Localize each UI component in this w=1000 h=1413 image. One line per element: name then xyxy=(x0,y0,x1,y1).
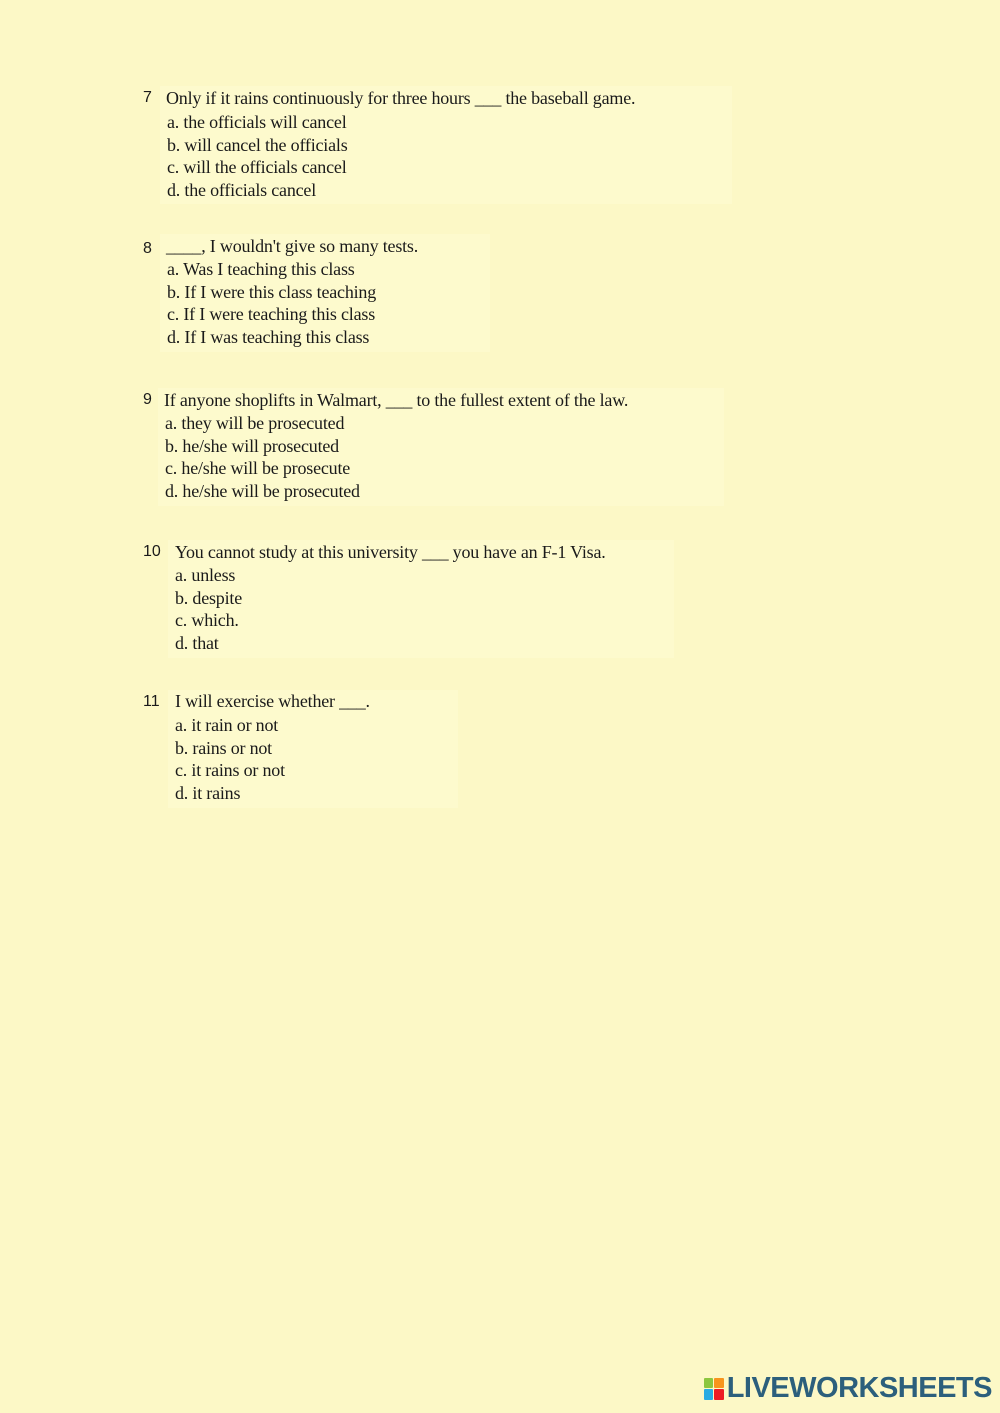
question-stem: Only if it rains continuously for three hours ___ the baseball game. xyxy=(166,88,636,108)
options-list xyxy=(175,564,242,655)
logo-text: LIVEWORKSHEETS xyxy=(726,1372,992,1404)
option-b[interactable]: b. rains or not xyxy=(175,737,272,758)
option-b[interactable]: b. despite xyxy=(175,587,242,608)
option-d[interactable]: d. that xyxy=(175,633,219,654)
option-d[interactable]: d. it rains xyxy=(175,783,241,804)
option-b[interactable]: b. he/she will prosecuted xyxy=(165,435,339,456)
question-number: 9 xyxy=(143,391,152,408)
logo-mark-icon xyxy=(704,1378,724,1400)
question-number: 7 xyxy=(143,89,152,106)
option-a[interactable]: a. Was I teaching this class xyxy=(167,259,355,279)
question-number: 8 xyxy=(143,240,152,257)
option-c[interactable]: c. which. xyxy=(175,610,239,631)
option-c[interactable]: c. it rains or not xyxy=(175,760,285,781)
option-d[interactable]: d. If I was teaching this class xyxy=(167,327,370,348)
options-list xyxy=(165,412,360,503)
question-stem: You cannot study at this university ___ you have an F-1 Visa. xyxy=(175,542,606,562)
logo-square-green xyxy=(704,1378,714,1389)
option-a[interactable]: a. it rain or not xyxy=(175,715,279,735)
option-a[interactable]: a. they will be prosecuted xyxy=(165,413,345,433)
options-list xyxy=(175,714,285,805)
option-d[interactable]: d. the officials cancel xyxy=(167,180,316,201)
logo-square-red xyxy=(714,1389,724,1400)
options-list xyxy=(167,258,376,349)
option-a[interactable]: a. unless xyxy=(175,565,236,585)
option-c[interactable]: c. he/she will be prosecute xyxy=(165,458,351,479)
question-number: 11 xyxy=(143,693,160,710)
option-b[interactable]: b. will cancel the officials xyxy=(167,134,348,155)
question-stem: ____, I wouldn't give so many tests. xyxy=(166,236,419,256)
liveworksheets-logo xyxy=(704,1372,992,1405)
options-list xyxy=(167,111,348,202)
option-a[interactable]: a. the officials will cancel xyxy=(167,112,347,132)
question-stem: If anyone shoplifts in Walmart, ___ to the fullest extent of the law. xyxy=(164,390,629,410)
option-c[interactable]: c. If I were teaching this class xyxy=(167,304,376,325)
question-number: 10 xyxy=(143,543,161,560)
option-b[interactable]: b. If I were this class teaching xyxy=(167,281,377,302)
logo-square-blue xyxy=(704,1389,714,1400)
question-stem: I will exercise whether ___. xyxy=(175,691,370,711)
logo-square-orange xyxy=(714,1378,724,1389)
option-c[interactable]: c. will the officials cancel xyxy=(167,157,347,178)
option-d[interactable]: d. he/she will be prosecuted xyxy=(165,481,360,502)
